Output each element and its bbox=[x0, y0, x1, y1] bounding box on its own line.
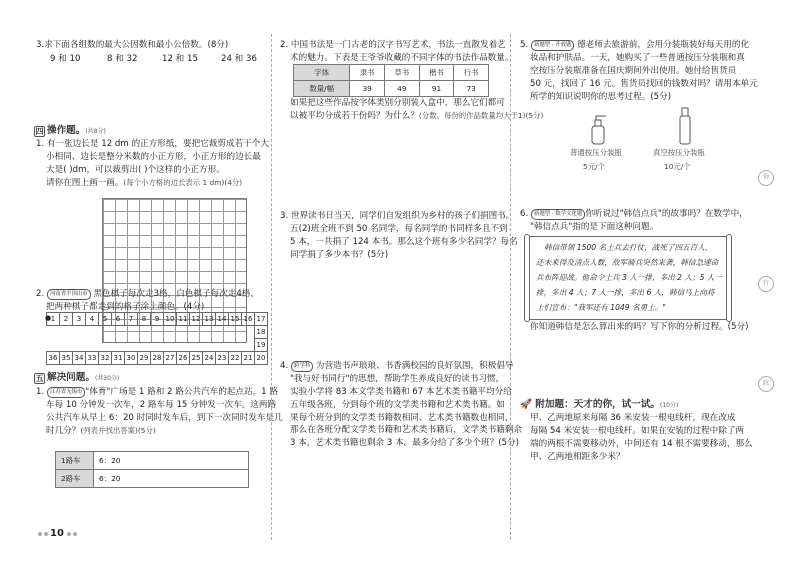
c2-q2-note: (分数、每份的作品数量均大于1)(5分) bbox=[418, 110, 544, 120]
table-row bbox=[56, 452, 249, 470]
board-cell[interactable]: 24 bbox=[203, 352, 216, 365]
table-row bbox=[294, 81, 489, 97]
empty-cell bbox=[138, 339, 151, 352]
cross-subject-badge: 跨学科 bbox=[291, 361, 313, 372]
c3-q6: 6. 新题型 · 数学文化题 你听说过"韩信点兵"的故事吗？在数学中， "韩信点兵"指的是下面这种问题。 bbox=[520, 209, 748, 232]
empty-cell bbox=[73, 339, 86, 352]
board-cell[interactable]: 21 bbox=[242, 352, 255, 365]
c3-q6-line: "韩信点兵"指的是下面这种问题。 bbox=[530, 221, 659, 232]
empty-cell bbox=[190, 339, 203, 352]
c3-q5: 5. 新题型 · 开放题 德老师去旅游前，会用分装瓶装好每天用的化 妆品和护肤品。一天，她购买了一些普通按压分装瓶和真 空按压分装瓶准备在国庆期间外出使用。她付给售货员 50 元，找回了 16 元。售货员找回的钱数对吗？请用本单元 所学的知识说明你的思考过程。(5分) bbox=[520, 40, 758, 102]
board-cell[interactable]: 19 bbox=[255, 339, 268, 352]
c3-q5-line: 空按压分装瓶准备在国庆期间外出使用。她付给售货员 bbox=[530, 65, 737, 76]
bottle2-name: 真空按压分装瓶 bbox=[653, 148, 705, 157]
board-cell[interactable]: 10 bbox=[164, 313, 177, 326]
pump-bottle-icon bbox=[586, 114, 610, 146]
table-row bbox=[47, 313, 268, 326]
c2-q4: 4. 跨学科 为营造书声琅琅、书香满校园的良好氛围，积极倡导 "我与好书同行"的思想，帮助学生养成良好的读书习惯， 实验小学将 83 本文学类书籍和 67 本艺术类书籍平均分给 五年级各班，分到每个班的文学类书籍和艺术类书籍。如 果每个班分到的文学类书籍数相同、艺术类书籍数也相同， 那么在各班分配文学类书籍和艺术类书籍后，文学类书籍剩余 3 本，艺术类书籍也剩余 3 本。最多分给了多少个班？(5分) bbox=[280, 361, 523, 449]
bottle2-price: 10元/个 bbox=[664, 162, 691, 171]
empty-cell bbox=[229, 339, 242, 352]
empty-cell bbox=[203, 339, 216, 352]
ops-q2: 2. 河南省平顶山市 黑色棋子每次走3格，白色棋子每次走4格， 把两种棋子都走到的格子涂上颜色。(4分) bbox=[36, 288, 276, 314]
bonus-points: (10分) bbox=[660, 402, 679, 409]
table-row bbox=[47, 352, 268, 365]
solve-q1-line: 车每 10 分钟发一次车，2 路车每 15 分钟发一次车。这两路 bbox=[46, 399, 277, 410]
empty-cell bbox=[242, 326, 255, 339]
solve-q1: 1. 江苏省无锡市 "体育"广场是 1 路和 2 路公共汽车的起点站，1 路 车每 10 分钟发一次车，2 路车每 15 分钟发一次车。这两路 公共汽车从早上 6：20 时同时发车后，到下一次同时发车是几 时几分？(列表并找出答案)(5分) bbox=[36, 387, 283, 436]
board-cell[interactable]: 13 bbox=[203, 313, 216, 326]
side-mark: 行 bbox=[758, 276, 774, 292]
board-cell[interactable]: 3 bbox=[73, 313, 86, 326]
region-badge: 河南省平顶山市 bbox=[47, 289, 91, 300]
vacuum-bottle-icon bbox=[677, 106, 693, 146]
c3-q5-line: 妆品和护肤品。一天，她购买了一些普通按压分装瓶和真 bbox=[530, 52, 745, 63]
board-cell[interactable]: 6 bbox=[112, 313, 125, 326]
c2-q2-after bbox=[290, 97, 544, 123]
board-cell[interactable]: 16 bbox=[242, 313, 255, 326]
c2-q2-line: 2. 中国书法是一门古老的汉字书写艺术，书法一直散发着艺 bbox=[280, 40, 506, 50]
table-header: 楷书 bbox=[419, 65, 454, 81]
pair-4: 24 和 36 bbox=[221, 54, 257, 64]
ops-q1-line: 请你在图上画一画。 bbox=[46, 177, 124, 188]
board-cell[interactable]: 17 bbox=[255, 313, 268, 326]
c2-q4-line: 实验小学将 83 本文学类书籍和 67 本艺术类书籍平均分给 bbox=[290, 386, 512, 397]
board-cell[interactable]: 22 bbox=[229, 352, 242, 365]
table-header: 草书 bbox=[384, 65, 419, 81]
empty-cell bbox=[125, 326, 138, 339]
empty-cell bbox=[216, 339, 229, 352]
empty-cell bbox=[151, 339, 164, 352]
ops-q1-line: 1. 有一张边长是 12 dm 的正方形纸，要把它裁剪成若干个大 bbox=[36, 139, 269, 149]
empty-cell bbox=[190, 326, 203, 339]
empty-cell bbox=[47, 326, 60, 339]
empty-cell bbox=[151, 326, 164, 339]
c3-q5-text: 德老师去旅游前，会用分装瓶装好每天用的化 bbox=[577, 40, 750, 50]
table-cell: 91 bbox=[419, 81, 454, 97]
bonus-body bbox=[530, 412, 753, 464]
c2-q2-line: 术的魅力。下表是王爷爷收藏的不同字体的书法作品数量。 bbox=[290, 52, 514, 63]
c3-q5-line: 50 元，找回了 16 元。售货员找回的钱数对吗？请用本单元 bbox=[530, 78, 758, 89]
bus-time-2: 6：20 bbox=[94, 470, 249, 488]
c2-q2-after-line: 以被平均分成若干份吗？为什么？ bbox=[290, 110, 419, 121]
pair-2: 8 和 32 bbox=[107, 54, 138, 64]
scroll-roll-right-icon bbox=[726, 234, 732, 322]
empty-cell bbox=[60, 326, 73, 339]
solve-points: (共30分) bbox=[94, 375, 120, 382]
empty-cell bbox=[86, 339, 99, 352]
board-cell[interactable]: 9 bbox=[151, 313, 164, 326]
board-cell[interactable]: 36 bbox=[47, 352, 60, 365]
calligraphy-table bbox=[293, 64, 489, 97]
c2-q4-line: 果每个班分到的文学类书籍数相同、艺术类书籍数也相同， bbox=[290, 412, 514, 423]
pair-3: 12 和 15 bbox=[162, 54, 198, 64]
empty-cell bbox=[112, 326, 125, 339]
empty-cell bbox=[112, 339, 125, 352]
scroll-line: 排，多出 4 人；7 人一排，多出 6 人，韩信马上向将 bbox=[536, 288, 715, 297]
c3-q6-after: 你知道韩信是怎么算出来的吗？写下你的分析过程。(5分) bbox=[530, 322, 749, 332]
c2-q4-text: 为营造书声琅琅、书香满校园的良好氛围，积极倡导 bbox=[315, 361, 514, 371]
start-marker-icon: ● bbox=[45, 314, 52, 322]
table-header: 字体 bbox=[294, 65, 350, 81]
table-row bbox=[47, 339, 268, 352]
solve-q1-text: "体育"广场是 1 路和 2 路公共汽车的起点站，1 路 bbox=[85, 387, 278, 397]
section-four-icon: 四 bbox=[35, 127, 44, 136]
bonus-line: 每隔 54 米安装一根电线杆。如果在安装的过程中除了两 bbox=[530, 425, 745, 436]
scroll-text bbox=[536, 240, 726, 315]
empty-cell bbox=[86, 326, 99, 339]
board-cell[interactable]: 30 bbox=[125, 352, 138, 365]
c2-q3-line: 3. 世界读书日当天，同学们自发组织为乡村的孩子们捐图书。 bbox=[280, 211, 515, 221]
empty-cell bbox=[164, 326, 177, 339]
board-cell[interactable]: 23 bbox=[216, 352, 229, 365]
empty-cell bbox=[242, 339, 255, 352]
solve-q1-note: (列表并找出答案)(5分) bbox=[80, 425, 156, 435]
side-mark: 政 bbox=[758, 376, 774, 392]
scroll-line: 还未来得及清点人数，敌军骑兵突然来袭，韩信急速命 bbox=[536, 258, 719, 267]
empty-cell bbox=[177, 339, 190, 352]
empty-cell bbox=[229, 326, 242, 339]
board-cell[interactable]: 8 bbox=[138, 313, 151, 326]
board-cell[interactable]: 35 bbox=[60, 352, 73, 365]
table-row bbox=[294, 65, 489, 81]
bus-route-2: 2路车 bbox=[56, 470, 94, 488]
number-board bbox=[46, 312, 268, 365]
city-badge: 江苏省无锡市 bbox=[47, 387, 85, 398]
empty-cell bbox=[47, 339, 60, 352]
solve-title: 解决问题。 bbox=[47, 372, 95, 383]
empty-cell bbox=[60, 339, 73, 352]
bonus-title: 附加题：天才的你，试一试。 bbox=[535, 399, 661, 410]
ops-q1-line: 小相同、边长是整分米数的小正方形，小正方形的边长最 bbox=[46, 151, 261, 162]
empty-cell bbox=[164, 339, 177, 352]
solve-section-header bbox=[34, 371, 119, 385]
board-cell[interactable]: 26 bbox=[177, 352, 190, 365]
table-row bbox=[56, 470, 249, 488]
c2-q3 bbox=[280, 210, 518, 262]
bonus-line: 端的两根不需要移动外，中间还有 14 根不需要移动，那么 bbox=[530, 438, 753, 449]
board-cell[interactable]: 20 bbox=[255, 352, 268, 365]
scroll-roll-left-icon bbox=[524, 234, 530, 322]
board-cell[interactable]: 25 bbox=[190, 352, 203, 365]
ops-section-header bbox=[34, 124, 106, 138]
page-number-area bbox=[38, 526, 79, 541]
board-cell[interactable]: 33 bbox=[86, 352, 99, 365]
column-divider bbox=[510, 34, 511, 540]
empty-cell bbox=[177, 326, 190, 339]
board-cell[interactable]: 28 bbox=[151, 352, 164, 365]
new-type-badge: 新题型 · 开放题 bbox=[531, 40, 575, 51]
pair-1: 9 和 10 bbox=[50, 54, 81, 64]
math-culture-badge: 新题型 · 数学文化题 bbox=[531, 209, 585, 220]
ops-q1 bbox=[36, 138, 268, 190]
c2-q3-line: 五(2)班全班不到 50 名同学，每名同学的书同样多且不到 bbox=[290, 223, 508, 234]
board-cell[interactable]: 5 bbox=[99, 313, 112, 326]
rocket-icon: 🚀 bbox=[520, 399, 532, 410]
q3-label: 3.求下面各组数的最大公因数和最小公倍数。(8分) bbox=[36, 40, 229, 50]
bottle1-price: 5元/个 bbox=[583, 162, 605, 171]
c2-q3-line: 同学捐了多少本书？(5分) bbox=[290, 249, 389, 260]
c2-q2-after-line: 如果把这些作品按字体类别分别装入盒中，那么它们都可 bbox=[290, 98, 505, 108]
ops-title: 操作题。 bbox=[47, 125, 86, 136]
c2-q3-line: 5 本，一共捐了 124 本书。那么这个班有多少名同学？每名 bbox=[290, 236, 518, 247]
bottle1-name: 普通按压分装瓶 bbox=[570, 148, 622, 157]
table-cell: 数量/幅 bbox=[294, 81, 350, 97]
empty-cell bbox=[99, 339, 112, 352]
side-mark: 钟 bbox=[758, 170, 774, 186]
scroll-line: 士们宣布："我军还有 1049 名勇士。" bbox=[536, 303, 666, 312]
board-cell[interactable]: 31 bbox=[112, 352, 125, 365]
c2-q2 bbox=[280, 39, 514, 65]
board-cell[interactable]: 7 bbox=[125, 313, 138, 326]
empty-cell bbox=[138, 326, 151, 339]
c3-q6-text: 你听说过"韩信点兵"的故事吗？在数学中， bbox=[585, 209, 748, 219]
ops-points: (共8分) bbox=[85, 128, 106, 135]
empty-cell bbox=[216, 326, 229, 339]
ops-q2-line: 把两种棋子都走到的格子涂上颜色。(4分) bbox=[46, 301, 205, 312]
solve-q1-line: 公共汽车从早上 6：20 时同时发车后，到下一次同时发车是几 bbox=[46, 412, 283, 423]
c3-q5-line: 所学的知识说明你的思考过程。(5分) bbox=[530, 91, 672, 102]
bus-time-1: 6：20 bbox=[94, 452, 249, 470]
scroll-line: 兵布阵迎战。他命令士兵 3 人一排，多出 2 人；5 人一 bbox=[536, 273, 723, 282]
c2-q4-line: "我与好书同行"的思想，帮助学生养成良好的读书习惯， bbox=[290, 373, 505, 384]
bonus-header bbox=[520, 398, 678, 412]
board-cell[interactable]: 18 bbox=[255, 326, 268, 339]
table-cell: 49 bbox=[384, 81, 419, 97]
c2-q4-line: 3 本，艺术类书籍也剩余 3 本。最多分给了多少个班？(5分) bbox=[290, 438, 519, 449]
bonus-line: 甲、乙两地原来每隔 36 米安装一根电线杆，现在改成 bbox=[530, 413, 736, 423]
board-cell[interactable]: 32 bbox=[99, 352, 112, 365]
empty-cell bbox=[125, 339, 138, 352]
board-cell[interactable]: 29 bbox=[138, 352, 151, 365]
board-cell[interactable]: 27 bbox=[164, 352, 177, 365]
c2-q4-line: 五年级各班，分到每个班的文学类书籍和艺术类书籍。如 bbox=[290, 399, 505, 410]
empty-cell bbox=[73, 326, 86, 339]
table-header: 行书 bbox=[454, 65, 489, 81]
page-number: 10 bbox=[50, 528, 64, 539]
scroll-line: 韩信带领 1500 名士兵去打仗，战死了四五百人， bbox=[544, 243, 713, 252]
board-cell[interactable]: 1 bbox=[47, 313, 60, 326]
table-cell: 73 bbox=[454, 81, 489, 97]
section-five-icon: 五 bbox=[35, 374, 44, 383]
ops-q1-note: (每个小方格的边长表示 1 dm)(4分) bbox=[123, 177, 243, 187]
board-cell[interactable]: 12 bbox=[190, 313, 203, 326]
table-row bbox=[47, 326, 268, 339]
board-cell[interactable]: 11 bbox=[177, 313, 190, 326]
ops-q2-text: 黑色棋子每次走3格，白色棋子每次走4格， bbox=[93, 289, 260, 299]
bus-route-1: 1路车 bbox=[56, 452, 94, 470]
empty-cell bbox=[203, 326, 216, 339]
board-cell[interactable]: 34 bbox=[73, 352, 86, 365]
board-cell[interactable]: 14 bbox=[216, 313, 229, 326]
c2-q4-line: 那么在各班分配文学类书籍和艺术类书籍后，文学类书籍剩余 bbox=[290, 425, 523, 436]
table-cell: 39 bbox=[350, 81, 385, 97]
bus-table bbox=[55, 451, 249, 488]
board-cell[interactable]: 2 bbox=[60, 313, 73, 326]
board-cell[interactable]: 15 bbox=[229, 313, 242, 326]
column-divider bbox=[271, 34, 272, 540]
board-cell[interactable]: 4 bbox=[86, 313, 99, 326]
empty-cell bbox=[99, 326, 112, 339]
bonus-line: 甲、乙两地相距多少米？ bbox=[530, 451, 625, 462]
ops-q1-line: 大是( )dm，可以裁剪出( )个这样的小正方形。 bbox=[46, 164, 225, 175]
solve-q1-line: 时几分？ bbox=[46, 425, 81, 436]
table-header: 隶书 bbox=[350, 65, 385, 81]
